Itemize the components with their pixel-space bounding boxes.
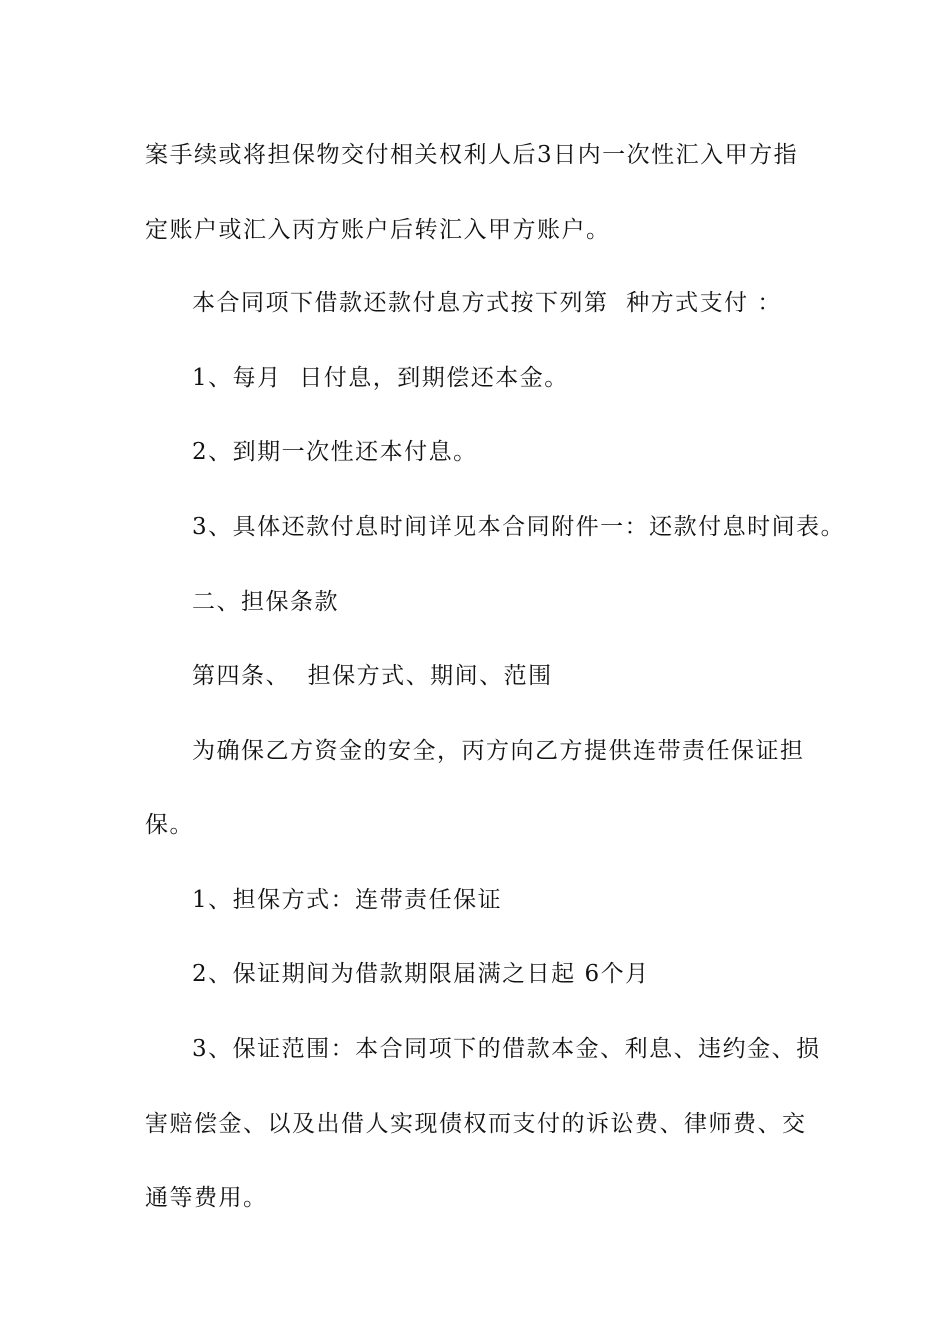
guarantee-paragraph-line-2: 保。 (145, 812, 194, 838)
payment-method-line: 本合同项下借款还款付息方式按下列第 种方式支付 ： (192, 290, 782, 316)
article-four-heading: 第四条、 担保方式、期间、范围 (192, 663, 553, 689)
payment-option-1: 1、每月 日付息，到期偿还本金。 (192, 365, 569, 391)
payment-option-2: 2、到期一次性还本付息。 (192, 439, 478, 465)
paragraph-line-2: 定账户或汇入丙方账户后转汇入甲方账户。 (145, 217, 611, 243)
guarantee-item-3-line-3: 通等费用。 (145, 1185, 268, 1211)
guarantee-item-2: 2、保证期间为借款期限届满之日起 6个月 (192, 961, 650, 987)
section-heading-guarantee: 二、担保条款 (192, 589, 339, 615)
guarantee-paragraph-line-1: 为确保乙方资金的安全，丙方向乙方提供连带责任保证担 (192, 738, 805, 764)
guarantee-item-1: 1、担保方式：连带责任保证 (192, 887, 503, 913)
guarantee-item-3-line-1: 3、保证范围：本合同项下的借款本金、利息、违约金、损 (192, 1036, 821, 1062)
paragraph-line-1: 案手续或将担保物交付相关权利人后3日内一次性汇入甲方指 (145, 142, 799, 168)
guarantee-item-3-line-2: 害赔偿金、以及出借人实现债权而支付的诉讼费、律师费、交 (145, 1111, 807, 1137)
payment-option-3: 3、具体还款付息时间详见本合同附件一：还款付息时间表。 (192, 514, 846, 540)
